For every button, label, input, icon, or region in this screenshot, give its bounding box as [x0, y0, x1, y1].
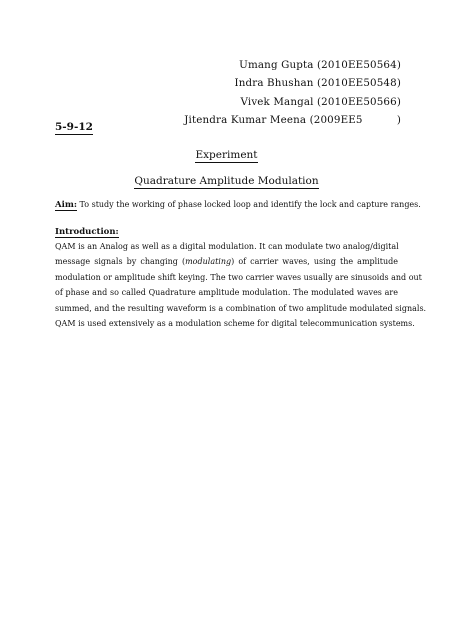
introduction-line: of phase and so called Quadrature amplitude modulation. The modulated waves are — [55, 288, 398, 298]
introduction-text-segment: ) of carrier waves, using the amplitude — [231, 257, 398, 267]
aim-paragraph — [55, 200, 421, 210]
introduction-line: modulation or amplitude shift keying. The two carrier waves usually are sinusoids and out — [55, 272, 422, 282]
experiment-title — [0, 175, 453, 187]
introduction-line: QAM is used extensively as a modulation scheme for digital telecommunication systems. — [55, 319, 415, 329]
document-date: 5-9-12 — [55, 121, 93, 133]
introduction-text-segment: message signals by changing ( — [55, 257, 186, 267]
emphasized-term: modulating — [185, 257, 232, 267]
author-list — [184, 56, 401, 130]
experiment-title-text: Quadrature Amplitude Modulation — [134, 175, 319, 187]
experiment-heading-text: Experiment — [195, 149, 258, 161]
introduction-heading: Introduction: — [55, 227, 119, 237]
experiment-heading — [0, 149, 453, 161]
introduction-body — [55, 239, 427, 331]
author-line: Jitendra Kumar Meena (2009EE5 ) — [184, 114, 401, 127]
author-line: Umang Gupta (2010EE50564) — [239, 59, 401, 71]
introduction-line — [55, 254, 398, 269]
aim-text: To study the working of phase locked loop and identify the lock and capture ranges. — [76, 200, 421, 209]
introduction-line: summed, and the resulting waveform is a combination of two amplitude modulated signals. — [55, 303, 427, 313]
introduction-line: QAM is an Analog as well as a digital modulation. It can modulate two analog/digital — [55, 242, 399, 251]
author-line: Vivek Mangal (2010EE50566) — [240, 95, 401, 108]
aim-label: Aim: — [55, 200, 77, 210]
author-line: Indra Bhushan (2010EE50548) — [234, 77, 401, 90]
